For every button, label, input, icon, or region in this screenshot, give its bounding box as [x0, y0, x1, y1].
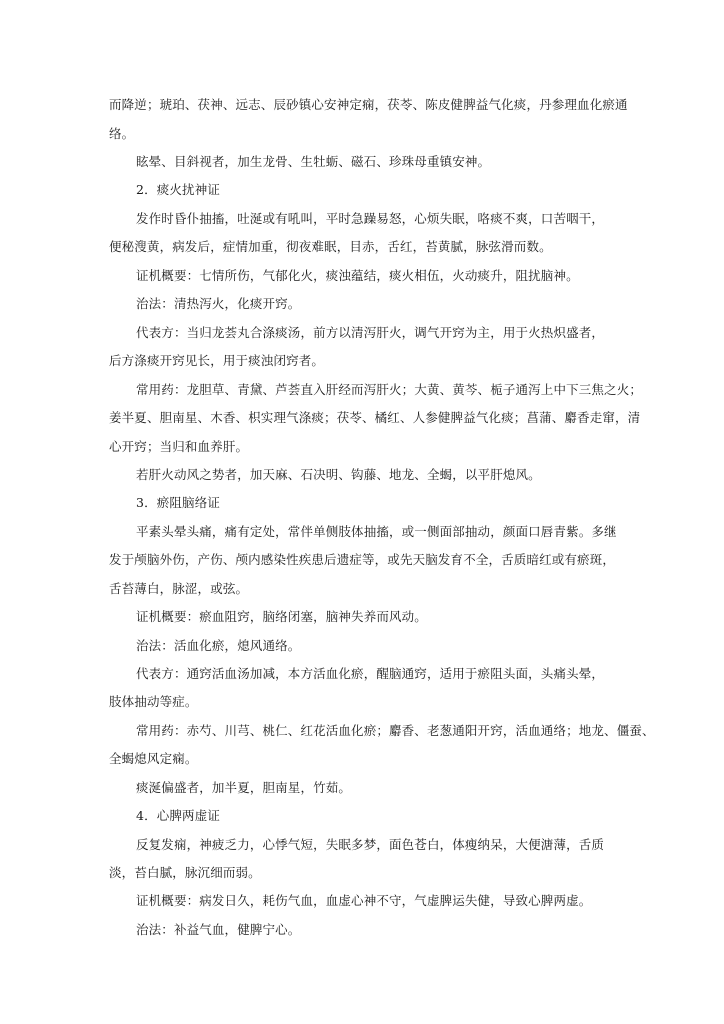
paragraph-line: 全蝎熄风定痫。: [109, 751, 198, 766]
paragraph-line: 反复发痫，神疲乏力，心悸气短，失眠多梦，面色苍白，体瘦纳呆，大便溏薄，舌质: [136, 837, 605, 852]
paragraph-line: 证机概要：瘀血阻窍，脑络闭塞，脑神失养而风动。: [136, 609, 427, 624]
paragraph-line: 淡，苔白腻，脉沉细而弱。: [109, 865, 261, 880]
paragraph-line: 肢体抽动等症。: [109, 694, 198, 709]
paragraph-line: 治法：清热泻火，化痰开窍。: [136, 296, 301, 311]
paragraph-line: 络。: [109, 126, 135, 141]
paragraph-line: 后方涤痰开窍见长，用于痰浊闭窍者。: [109, 353, 325, 368]
paragraph-line: 发于颅脑外伤，产伤、颅内感染性疾患后遗症等，或先天脑发育不全，舌质暗红或有瘀斑，: [109, 552, 616, 567]
section-heading: 3．瘀阻脑络证: [136, 495, 221, 510]
paragraph-line: 治法：补益气血，健脾宁心。: [136, 922, 301, 937]
paragraph-line: 眩晕、目斜视者，加生龙骨、生牡蛎、磁石、珍珠母重镇安神。: [136, 154, 491, 169]
paragraph-line: 痰涎偏盛者，加半夏，胆南星，竹茹。: [136, 780, 352, 795]
section-heading: 4．心脾两虚证: [136, 808, 221, 823]
paragraph-line: 心开窍；当归和血养肝。: [109, 439, 249, 454]
paragraph-line: 证机概要：七情所伤，气郁化火，痰浊蕴结，痰火相伍，火动痰升，阻扰脑神。: [136, 268, 579, 283]
paragraph-line: 代表方：当归龙荟丸合涤痰汤，前方以清泻肝火，调气开窍为主，用于火热炽盛者，: [136, 325, 605, 340]
paragraph-line: 发作时昏仆抽搐，吐涎或有吼叫，平时急躁易怒，心烦失眠，咯痰不爽，口苦咽干，: [136, 211, 605, 226]
paragraph-line: 代表方：通窍活血汤加减，本方活血化瘀，醒脑通窍，适用于瘀阻头面，头痛头晕，: [136, 666, 605, 681]
paragraph-line: 便秘溲黄，病发后，症情加重，彻夜难眠，目赤，舌红，苔黄腻，脉弦滑而数。: [109, 239, 552, 254]
paragraph-line: 常用药：龙胆草、青黛、芦荟直入肝经而泻肝火；大黄、黄芩、栀子通泻上中下三焦之火；: [136, 382, 643, 397]
paragraph-line: 常用药：赤芍、川芎、桃仁、红花活血化瘀；麝香、老葱通阳开窍，活血通络；地龙、僵蚕、: [136, 723, 655, 738]
paragraph-line: 而降逆；琥珀、茯神、远志、辰砂镇心安神定痫，茯苓、陈皮健脾益气化痰，丹参理血化瘀通: [109, 97, 628, 112]
paragraph-line: 治法：活血化瘀，熄风通络。: [136, 638, 301, 653]
section-heading: 2．痰火扰神证: [136, 182, 221, 197]
paragraph-line: 姜半夏、胆南星、木香、枳实理气涤痰；茯苓、橘红、人参健脾益气化痰；菖蒲、麝香走窜，清: [109, 410, 641, 425]
paragraph-line: 若肝火动风之势者，加天麻、石决明、钩藤、地龙、全蝎，以平肝熄风。: [136, 467, 541, 482]
paragraph-line: 证机概要：病发日久，耗伤气血，血虚心神不守，气虚脾运失健，导致心脾两虚。: [136, 893, 592, 908]
paragraph-line: 平素头晕头痛，痛有定处，常伴单侧肢体抽搐，或一侧面部抽动，颜面口唇青紫。多继: [136, 524, 617, 539]
paragraph-line: 舌苔薄白，脉涩，或弦。: [109, 581, 249, 596]
